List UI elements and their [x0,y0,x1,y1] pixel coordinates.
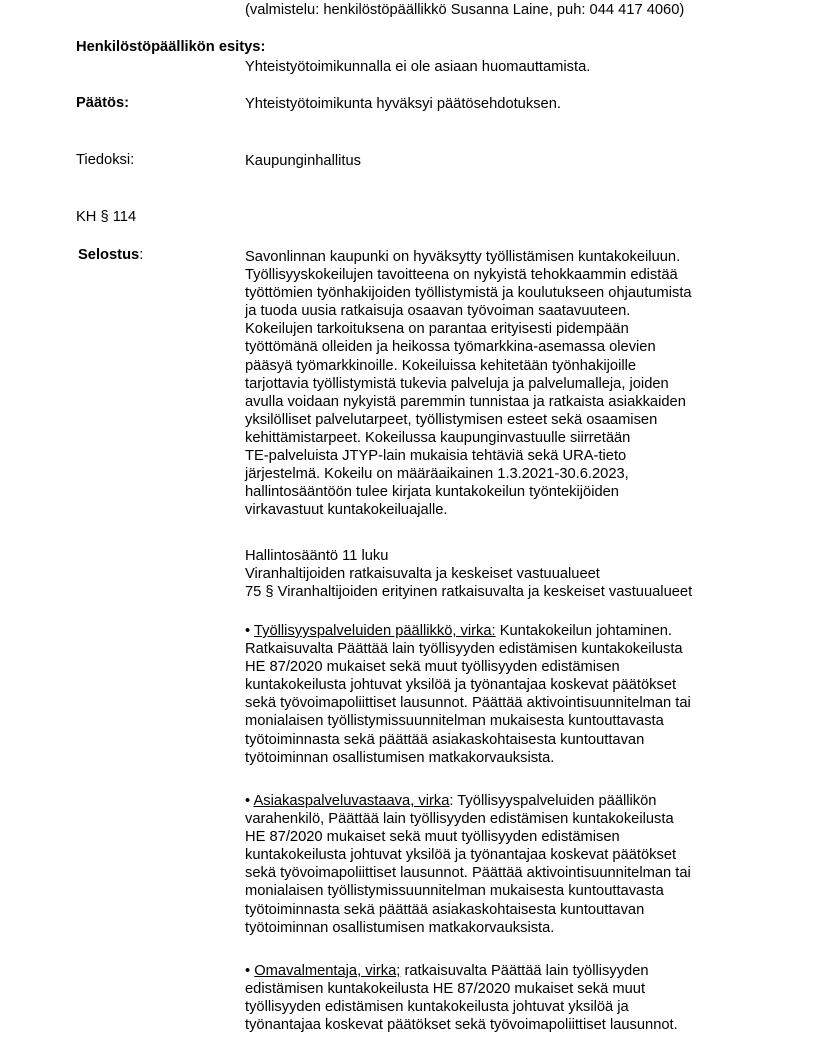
description-line: yksilölliset palvelutarpeet, työllistymisen esteet sekä osaamisen [245,411,658,428]
bullet-item: • Työllisyyspalveluiden päällikkö, virka: Kuntakokeilun johtaminen. Ratkaisuvalta Päättää lain työllisyyden edistämisen kuntakokeilusta HE 87/2020 mukaiset sekä muut työllisyyden edistämisen kuntakokeilusta johtuvat yksilöä ja työnantajaa koskevat päätökset sekä työvoimapoliittiset lausunnot. Päättää aktivointisuunnitelman tai monialaisen työllistymissuunnitelman mukaisesta kuntouttavasta työtoiminnasta sekä päättää asiakaskohtaisesta kuntouttavan työtoiminnan osallistumisen matkakorvauksista. [245,623,691,766]
proposal-text: Yhteistyötoimikunnalla ei ole asiaan huomauttamista. [245,59,591,75]
bullet-title: Asiakaspalveluvastaava, virka [253,793,450,809]
bullet-title: Omavalmentaja, virka; [254,963,401,979]
description-label: Selostus: [78,247,144,263]
bullet-item: • Asiakaspalveluvastaava, virka: Työllisyyspalveluiden päällikön varahenkilö, Päättää lain työllisyyden edistämisen kuntakokeilusta HE 87/2020 mukaiset sekä muut työllisyyden edistämisen kuntakokeilusta johtuvat yksilöä ja työnantajaa koskevat päätökset sekä työvoimapoliittiset lausunnot. Päättää aktivointisuunnitelman tai monialaisen työllistymissuunnitelman mukaisesta kuntouttavasta työtoiminnasta sekä päättää asiakaskohtaisesta kuntouttavan työtoiminnan osallistumisen matkakorvauksista. [245,793,691,936]
preparation-note: (valmistelu: henkilöstöpäällikkö Susanna Laine, puh: 044 417 4060) [245,2,685,18]
bullet-item: • Omavalmentaja, virka; ratkaisuvalta Päättää lain työllisyyden edistämisen kuntakokeilusta HE 87/2020 mukaiset sekä muut työllisyyden edistämisen kuntakokeilusta johtuvat yksilöä ja työnantajaa koskevat päätökset sekä työvoimapoliittiset lausunnot. [245,963,678,1034]
bullet-marker: • [245,963,251,979]
administrative-rules [245,547,745,601]
proposal-label: Henkilöstöpäällikön esitys: [76,39,266,55]
rules-line: Hallintosääntö 11 luku [245,548,389,564]
description-line: TE-palveluista JTYP-lain mukaisia tehtäviä sekä URA-tieto [245,448,627,465]
bullet-marker: • [245,623,251,639]
bullet-marker: • [245,793,251,809]
description-line: virkavastuut kuntakokeiluajalle. [245,502,448,519]
description-line: järjestelmä. Kokeilu on määräaikainen 1.3.2021-30.6.2023, [245,466,629,483]
info-label: Tiedoksi: [76,152,135,168]
description-line: hallintosääntöön tulee kirjata kuntakokeilun työntekijöiden [245,484,619,501]
description-line: työttömien työnhakijoiden työllistymistä ja koulutukseen ohjautumista [245,285,692,302]
description-line: Kokeilujen tarkoituksena on parantaa erityisesti pidempään [245,321,629,338]
info-text: Kaupunginhallitus [245,153,361,169]
decision-text: Yhteistyötoimikunta hyväksyi päätösehdotuksen. [245,96,561,112]
description-line: pääsyä työmarkkinoille. Kokeiluissa kehitetään työnhakijoille [245,357,637,374]
description-line: avulla voidaan nykyistä paremmin tunnistaa ja ratkaista asiakkaiden [245,393,686,410]
description-line: ja tuoda uusia ratkaisuja osaavan työvoiman saatavuuteen. [245,303,631,320]
description-line: tarjottavia työllistymistä tukevia palveluja ja palvelumalleja, joiden [245,375,669,392]
bullet-title: Työllisyyspalveluiden päällikkö, virka: [253,623,496,639]
description-line: Työllisyyskokeilujen tavoitteena on nykyistä tehokkaammin edistää [245,267,678,284]
description-line: kehittämistarpeet. Kokeilussa kaupunginvastuulle siirretään [245,429,631,446]
section-reference: KH § 114 [76,209,137,225]
rules-line: 75 § Viranhaltijoiden erityinen ratkaisuvalta ja keskeiset vastuualueet [245,584,693,601]
description-body [245,248,745,519]
description-line: Savonlinnan kaupunki on hyväksytty työllistämisen kuntakokeiluun. [245,249,681,265]
rules-line: Viranhaltijoiden ratkaisuvalta ja keskeiset vastuualueet [245,566,600,583]
description-line: työttömänä olleiden ja heikossa työmarkkina-asemassa olevien [245,339,656,356]
decision-label: Päätös: [76,95,130,111]
